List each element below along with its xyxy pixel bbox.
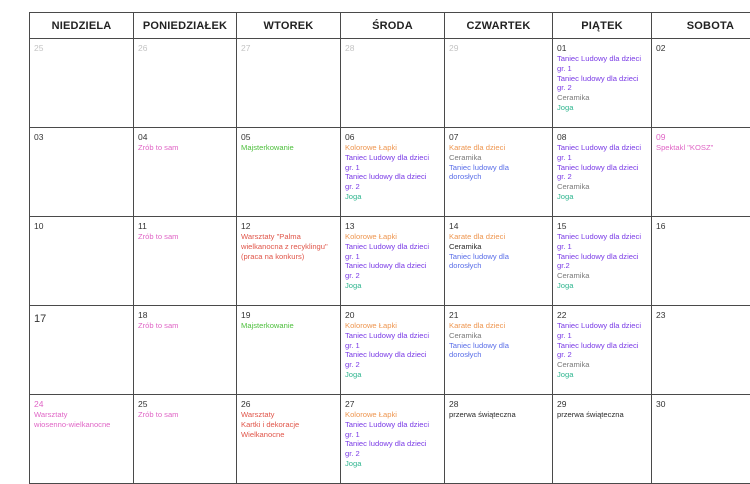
day-cell[interactable] [341, 39, 445, 128]
event-entry[interactable]: Joga [557, 370, 647, 380]
event-entry[interactable]: Zrób to sam [138, 232, 232, 242]
event-entry[interactable]: Taniec ludowy dla dzieci [557, 74, 647, 84]
day-number: 28 [449, 399, 548, 409]
event-entry[interactable]: przerwa świąteczna [557, 410, 647, 420]
event-entry[interactable]: Taniec ludowy dla dzieci [345, 172, 440, 182]
event-entry[interactable]: Taniec ludowy dla dzieci [345, 350, 440, 360]
event-entry[interactable]: Taniec Ludowy dla dzieci [345, 153, 440, 163]
day-number: 07 [449, 132, 548, 142]
day-number: 27 [345, 399, 440, 409]
event-entry[interactable]: Ceramika [449, 242, 548, 252]
event-entry[interactable]: dorosłych [449, 350, 548, 360]
day-cell[interactable] [134, 217, 237, 306]
day-number: 17 [34, 312, 129, 326]
calendar-week-row [30, 395, 750, 484]
day-cell[interactable] [30, 395, 134, 484]
day-cell[interactable] [237, 128, 341, 217]
event-entry[interactable]: Kolorowe Łapki [345, 321, 440, 331]
event-entry[interactable]: gr. 1 [345, 163, 440, 173]
event-entry[interactable]: Majsterkowanie [241, 321, 336, 331]
event-entry[interactable]: Taniec Ludowy dla dzieci [557, 54, 647, 64]
day-number: 22 [557, 310, 647, 320]
day-cell[interactable] [237, 39, 341, 128]
event-entry[interactable]: Wielkanocne [241, 430, 336, 440]
day-cell[interactable] [237, 217, 341, 306]
event-entry[interactable]: Taniec ludowy dla dzieci [557, 163, 647, 173]
weekday-header-friday: PIĄTEK [553, 13, 652, 39]
day-cell[interactable] [652, 217, 750, 306]
weekday-header-sunday: NIEDZIELA [30, 13, 134, 39]
event-entry[interactable]: gr. 1 [557, 64, 647, 74]
day-cell[interactable] [341, 128, 445, 217]
weekday-header-wednesday: ŚRODA [341, 13, 445, 39]
day-number: 08 [557, 132, 647, 142]
event-entry[interactable]: wiosenno-wielkanocne [34, 420, 129, 430]
event-entry[interactable]: Zrób to sam [138, 410, 232, 420]
event-entry[interactable]: gr. 2 [345, 271, 440, 281]
day-number: 20 [345, 310, 440, 320]
day-cell[interactable] [134, 395, 237, 484]
day-number: 12 [241, 221, 336, 231]
event-entry[interactable]: gr. 2 [557, 350, 647, 360]
day-number: 03 [34, 132, 129, 142]
event-entry[interactable]: Karate dla dzieci [449, 232, 548, 242]
day-number: 02 [656, 43, 750, 53]
day-number: 27 [241, 43, 336, 53]
event-entry[interactable]: Taniec Ludowy dla dzieci [557, 232, 647, 242]
day-cell[interactable] [341, 306, 445, 395]
event-entry[interactable]: Taniec ludowy dla dzieci [557, 252, 647, 262]
event-entry[interactable]: Taniec ludowy dla dzieci [557, 341, 647, 351]
event-entry[interactable]: Taniec Ludowy dla dzieci [557, 143, 647, 153]
day-number: 28 [345, 43, 440, 53]
event-entry[interactable]: dorosłych [449, 172, 548, 182]
day-cell[interactable] [445, 395, 553, 484]
event-entry[interactable]: Karate dla dzieci [449, 143, 548, 153]
day-cell[interactable] [445, 39, 553, 128]
event-entry[interactable]: Ceramika [557, 271, 647, 281]
event-entry[interactable]: Taniec ludowy dla dzieci [345, 439, 440, 449]
day-cell[interactable] [134, 306, 237, 395]
event-entry[interactable]: gr. 2 [557, 172, 647, 182]
day-number: 30 [656, 399, 750, 409]
event-entry[interactable]: Kolorowe Łapki [345, 143, 440, 153]
day-cell[interactable] [652, 39, 750, 128]
event-entry[interactable]: Majsterkowanie [241, 143, 336, 153]
event-entry[interactable]: gr. 1 [345, 430, 440, 440]
event-entry[interactable]: Ceramika [449, 331, 548, 341]
day-number: 15 [557, 221, 647, 231]
calendar-week-row [30, 217, 750, 306]
day-number: 10 [34, 221, 129, 231]
day-cell[interactable] [553, 395, 652, 484]
day-number: 11 [138, 221, 232, 231]
day-cell[interactable] [445, 128, 553, 217]
day-number: 18 [138, 310, 232, 320]
weekday-header-row [30, 13, 750, 39]
day-cell[interactable] [553, 217, 652, 306]
event-entry[interactable]: Taniec ludowy dla dzieci [345, 261, 440, 271]
calendar-week-row [30, 306, 750, 395]
event-entry[interactable]: Karate dla dzieci [449, 321, 548, 331]
day-cell[interactable] [30, 39, 134, 128]
day-cell[interactable] [237, 395, 341, 484]
event-entry[interactable]: Taniec ludowy dla [449, 341, 548, 351]
event-entry[interactable]: gr. 2 [557, 83, 647, 93]
event-entry[interactable]: Joga [345, 370, 440, 380]
day-number: 05 [241, 132, 336, 142]
event-entry[interactable]: wielkanocna z recyklingu" [241, 242, 336, 252]
event-entry[interactable]: Ceramika [557, 360, 647, 370]
day-cell[interactable] [30, 128, 134, 217]
event-entry[interactable]: Taniec ludowy dla [449, 163, 548, 173]
weekday-header-saturday: SOBOTA [652, 13, 750, 39]
event-entry[interactable]: Taniec Ludowy dla dzieci [557, 321, 647, 331]
event-entry[interactable]: (praca na konkurs) [241, 252, 336, 262]
day-number: 29 [449, 43, 548, 53]
day-cell[interactable] [30, 217, 134, 306]
event-entry[interactable]: Zrób to sam [138, 143, 232, 153]
event-entry[interactable]: Ceramika [557, 93, 647, 103]
event-entry[interactable]: Ceramika [557, 182, 647, 192]
day-cell[interactable] [445, 217, 553, 306]
event-entry[interactable]: gr.2 [557, 261, 647, 271]
calendar-week-row [30, 39, 750, 128]
event-entry[interactable]: Taniec ludowy dla [449, 252, 548, 262]
calendar-week-row [30, 128, 750, 217]
event-entry[interactable]: Joga [345, 281, 440, 291]
event-entry[interactable]: Joga [557, 281, 647, 291]
day-cell[interactable] [341, 395, 445, 484]
day-cell[interactable] [341, 217, 445, 306]
day-cell[interactable] [134, 128, 237, 217]
event-entry[interactable]: Warsztaty [241, 410, 336, 420]
calendar-body [30, 39, 750, 484]
day-number: 26 [241, 399, 336, 409]
day-number: 19 [241, 310, 336, 320]
event-entry[interactable]: gr. 1 [557, 153, 647, 163]
event-entry[interactable]: Warsztaty "Palma [241, 232, 336, 242]
event-entry[interactable]: gr. 1 [557, 242, 647, 252]
day-cell[interactable] [652, 306, 750, 395]
day-number: 16 [656, 221, 750, 231]
day-number: 09 [656, 132, 750, 142]
event-entry[interactable]: Joga [345, 459, 440, 469]
event-entry[interactable]: Taniec Ludowy dla dzieci [345, 331, 440, 341]
weekday-header-thursday: CZWARTEK [445, 13, 553, 39]
event-entry[interactable]: Kolorowe Łapki [345, 410, 440, 420]
day-number: 04 [138, 132, 232, 142]
event-entry[interactable]: Kartki i dekoracje [241, 420, 336, 430]
day-number: 14 [449, 221, 548, 231]
event-entry[interactable]: Spektakl "KOSZ" [656, 143, 750, 153]
day-cell[interactable] [30, 306, 134, 395]
event-entry[interactable]: gr. 2 [345, 449, 440, 459]
event-entry[interactable]: przerwa świąteczna [449, 410, 548, 420]
event-entry[interactable]: dorosłych [449, 261, 548, 271]
day-cell[interactable] [237, 306, 341, 395]
event-entry[interactable]: Ceramika [449, 153, 548, 163]
day-number: 25 [34, 43, 129, 53]
day-cell[interactable] [652, 128, 750, 217]
day-number: 23 [656, 310, 750, 320]
day-number: 24 [34, 399, 129, 409]
day-cell[interactable] [445, 306, 553, 395]
event-entry[interactable]: Zrób to sam [138, 321, 232, 331]
day-number: 13 [345, 221, 440, 231]
event-entry[interactable]: gr. 2 [345, 182, 440, 192]
day-number: 21 [449, 310, 548, 320]
day-number: 06 [345, 132, 440, 142]
calendar-month-grid [29, 12, 750, 484]
day-cell[interactable] [553, 39, 652, 128]
day-number: 25 [138, 399, 232, 409]
event-entry[interactable]: Kolorowe Łapki [345, 232, 440, 242]
day-number: 26 [138, 43, 232, 53]
weekday-header-monday: PONIEDZIAŁEK [134, 13, 237, 39]
day-number: 01 [557, 43, 647, 53]
event-entry[interactable]: Joga [557, 192, 647, 202]
event-entry[interactable]: gr. 1 [345, 252, 440, 262]
event-entry[interactable]: gr. 1 [557, 331, 647, 341]
day-cell[interactable] [134, 39, 237, 128]
day-cell[interactable] [553, 128, 652, 217]
event-entry[interactable]: Joga [345, 192, 440, 202]
event-entry[interactable]: gr. 1 [345, 341, 440, 351]
event-entry[interactable]: Joga [557, 103, 647, 113]
event-entry[interactable]: Warsztaty [34, 410, 129, 420]
event-entry[interactable]: Taniec Ludowy dla dzieci [345, 242, 440, 252]
weekday-header-tuesday: WTOREK [237, 13, 341, 39]
day-cell[interactable] [652, 395, 750, 484]
day-cell[interactable] [553, 306, 652, 395]
day-number: 29 [557, 399, 647, 409]
event-entry[interactable]: gr. 2 [345, 360, 440, 370]
event-entry[interactable]: Taniec Ludowy dla dzieci [345, 420, 440, 430]
